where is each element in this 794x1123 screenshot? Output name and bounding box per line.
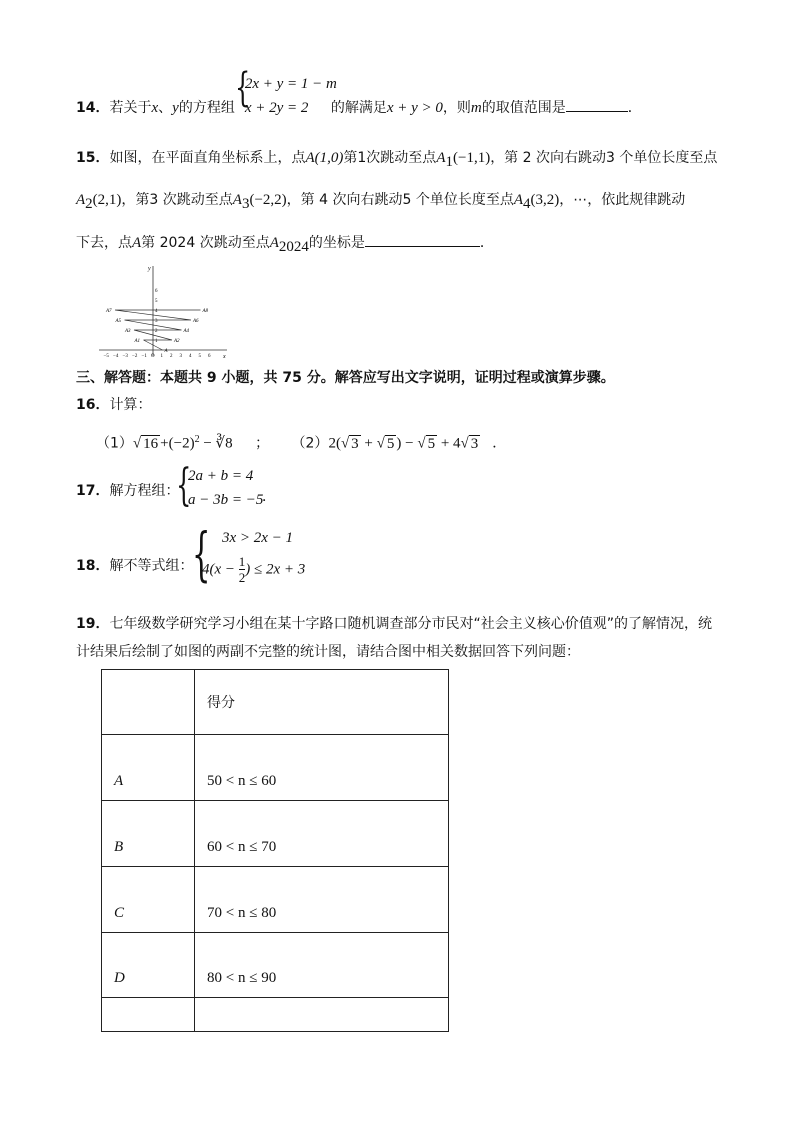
equation-1: 2x + y = 1 − m bbox=[244, 76, 337, 92]
table-row bbox=[102, 867, 449, 933]
denominator: 2 bbox=[238, 570, 246, 585]
x-tick-label: 2 bbox=[170, 354, 173, 359]
cell-text: C bbox=[114, 905, 125, 921]
point-A3: A bbox=[232, 192, 242, 208]
cell-text: B bbox=[114, 839, 124, 855]
cell-text bbox=[102, 1021, 194, 1031]
x-tick-label: 1 bbox=[160, 354, 163, 359]
question-15-line-1 bbox=[76, 148, 717, 172]
part-2-label: （2） bbox=[291, 435, 329, 452]
y-tick-label: 4 bbox=[155, 309, 158, 314]
x-tick-label: −5 bbox=[103, 354, 109, 359]
q18-system: { 3x > 2x − 1 4(x − $\frac{1}{2}$ ) ≤ 2x + 3 bbox=[192, 520, 306, 588]
y-tick-label: 3 bbox=[155, 319, 158, 324]
point-label: A bbox=[164, 349, 168, 354]
coord: (2,1) bbox=[92, 192, 122, 208]
point-label: A5 bbox=[115, 319, 122, 324]
text: ． bbox=[492, 435, 507, 452]
table-cell bbox=[102, 867, 195, 933]
equation-system: { 2x + y = 1 − m x + 2y = 2 bbox=[234, 65, 337, 116]
cell-text: 60 < n ≤ 70 bbox=[207, 839, 277, 855]
text: 七年级数学研究学习小组在某十字路口随机调查部分市民对“社会主义核心价值观”的了解情况，统 bbox=[109, 616, 712, 632]
coord: (3,2) bbox=[530, 192, 560, 208]
y-tick-label: 1 bbox=[155, 339, 158, 344]
text: ． bbox=[262, 489, 276, 505]
condition: x + y > 0 bbox=[386, 100, 443, 116]
text: 的解满足 bbox=[330, 100, 387, 116]
cell-text: D bbox=[114, 970, 125, 986]
point-label: A3 bbox=[125, 329, 131, 334]
coord: (−1,1) bbox=[452, 150, 491, 166]
table-header-row bbox=[102, 670, 449, 735]
question-number: 15． bbox=[76, 150, 110, 166]
text: ． bbox=[479, 235, 494, 251]
text: 、 bbox=[158, 100, 173, 116]
x-tick-label: 5 bbox=[198, 354, 201, 359]
var-y: y bbox=[172, 100, 179, 116]
subscript: 2 bbox=[85, 195, 93, 212]
question-14 bbox=[76, 65, 642, 130]
coord: (−2,2) bbox=[249, 192, 287, 208]
jump-graph bbox=[95, 262, 231, 362]
question-number: 18． bbox=[76, 558, 110, 574]
x-tick-label: O bbox=[151, 354, 155, 359]
cell-text: 70 < n ≤ 80 bbox=[207, 905, 277, 921]
x-tick-label: −3 bbox=[122, 354, 128, 359]
text: ． bbox=[627, 100, 642, 116]
table-cell bbox=[102, 933, 195, 998]
text: ，第3 次跳动至点 bbox=[121, 192, 233, 208]
section-3-heading: 三、解答题：本题共 9 小题，共 75 分。解答应写出文字说明，证明过程或演算步骤。 bbox=[76, 370, 615, 386]
x-tick-label: −1 bbox=[141, 354, 147, 359]
y-tick-label: 5 bbox=[155, 299, 158, 304]
subscript: 1 bbox=[445, 153, 453, 170]
point-label: A1 bbox=[134, 339, 141, 344]
table-row bbox=[102, 933, 449, 998]
text: 下去，点 bbox=[76, 235, 132, 251]
text: 计算： bbox=[109, 397, 152, 413]
cell-text: 50 < n ≤ 60 bbox=[207, 773, 277, 789]
question-15-line-3 bbox=[76, 232, 494, 257]
var-m: m bbox=[470, 100, 482, 116]
text: ，第 2 次向右跳动3 个单位长度至点 bbox=[490, 150, 718, 166]
expr: 4(x − bbox=[202, 561, 239, 578]
var-x: x bbox=[151, 100, 159, 116]
table-cell bbox=[195, 998, 449, 1032]
cell-text bbox=[195, 1021, 448, 1031]
text: 如图，在平面直角坐标系上，点 bbox=[109, 150, 306, 166]
table-row bbox=[102, 801, 449, 867]
subscript: 2024 bbox=[278, 238, 309, 255]
table-cell bbox=[102, 735, 195, 801]
question-18 bbox=[76, 556, 193, 576]
header-text bbox=[102, 724, 194, 734]
expr: 2( bbox=[328, 435, 341, 452]
q17-system: { 2a + b = 4 a − 3b = −5 ． bbox=[176, 460, 276, 511]
y-axis-label: y bbox=[148, 266, 151, 272]
text: 解不等式组： bbox=[109, 558, 194, 574]
answer-blank[interactable] bbox=[566, 97, 628, 112]
table-cell bbox=[102, 998, 195, 1032]
expr: ) − bbox=[396, 435, 418, 452]
inequality-1: 3x > 2x − 1 bbox=[222, 530, 294, 546]
table-cell bbox=[102, 801, 195, 867]
x-tick-label: 4 bbox=[189, 354, 192, 359]
y-tick-label: 6 bbox=[155, 289, 158, 294]
text: 的坐标是 bbox=[308, 235, 365, 251]
table-cell bbox=[195, 867, 449, 933]
point-label: A2 bbox=[174, 339, 180, 344]
point-A1: A bbox=[436, 150, 446, 166]
cell-text: A bbox=[114, 773, 124, 789]
question-16 bbox=[76, 395, 151, 415]
radicand: 5 bbox=[386, 435, 395, 452]
text: 的取值范围是 bbox=[481, 100, 566, 116]
point-A4: A bbox=[513, 192, 523, 208]
expr: +(−2) bbox=[160, 435, 195, 452]
text: 计结果后绘制了如图的两副不完整的统计图，请结合图中相关数据回答下列问题： bbox=[76, 644, 580, 660]
equation-1: 2a + b = 4 bbox=[188, 468, 254, 484]
text: 若关于 bbox=[109, 100, 152, 116]
text: ，⋯，依此规律跳动 bbox=[559, 192, 686, 208]
table-row bbox=[102, 735, 449, 801]
point-label: A8 bbox=[202, 309, 209, 314]
y-tick-label: 2 bbox=[155, 329, 158, 334]
subscript: 3 bbox=[241, 195, 250, 212]
expr: + bbox=[360, 435, 377, 452]
point-label: A7 bbox=[106, 309, 112, 314]
cell-text: 80 < n ≤ 90 bbox=[207, 970, 277, 986]
question-16-parts: （1）√ $16 +(-2)^2$ − ∛8 ； （2）2(√ 3 + √ 5 ) − √ 5 + 4√ 3 ． bbox=[96, 434, 507, 452]
header-text: 得分 bbox=[207, 695, 235, 711]
text: ； bbox=[255, 435, 270, 452]
text: 第 2024 次跳动至点 bbox=[141, 235, 270, 251]
expr: + 4 bbox=[437, 435, 461, 452]
question-15-line-2 bbox=[76, 190, 685, 214]
equation-2: x + 2y = 2 bbox=[244, 100, 309, 116]
x-tick-label: 3 bbox=[179, 354, 182, 359]
text: 的方程组 bbox=[178, 100, 235, 116]
x-axis-label: x bbox=[223, 354, 226, 360]
score-table bbox=[101, 669, 449, 1032]
part-1-label: （1） bbox=[96, 435, 133, 452]
point-label: A6 bbox=[193, 319, 199, 324]
table-row bbox=[102, 998, 449, 1032]
radicand: 3 bbox=[470, 435, 479, 452]
text: 第1次跳动至点 bbox=[343, 150, 437, 166]
expr: − ∛8 bbox=[199, 435, 233, 452]
equation-2: a − 3b = −5 bbox=[188, 492, 264, 508]
question-19-line-1 bbox=[76, 614, 712, 634]
question-number: 17． bbox=[76, 483, 110, 499]
text: ，第 4 次向右跳动5 个单位长度至点 bbox=[286, 192, 514, 208]
point-A2024: A bbox=[269, 235, 279, 251]
table-cell bbox=[195, 735, 449, 801]
x-tick-label: 6 bbox=[208, 354, 211, 359]
radicand: 3 bbox=[351, 435, 359, 452]
x-tick-label: −2 bbox=[132, 354, 138, 359]
question-number: 14． bbox=[76, 100, 110, 116]
question-number: 19． bbox=[76, 616, 110, 632]
table-header-cell bbox=[102, 670, 195, 735]
text: 解方程组： bbox=[109, 483, 180, 499]
point-label: A4 bbox=[183, 329, 190, 334]
numerator: 1 bbox=[238, 554, 246, 569]
point-A2: A bbox=[76, 192, 86, 208]
inequality-2 bbox=[202, 554, 305, 585]
table-header-cell bbox=[195, 670, 449, 735]
table-cell bbox=[195, 933, 449, 998]
radicand: 5 bbox=[427, 435, 436, 452]
x-tick-label: −4 bbox=[113, 354, 119, 359]
point-A: A(1,0) bbox=[305, 150, 344, 166]
exponent: 2 bbox=[194, 434, 200, 445]
subscript: 4 bbox=[523, 195, 531, 212]
question-number: 16． bbox=[76, 397, 110, 413]
point-A: A bbox=[132, 235, 142, 251]
question-17 bbox=[76, 481, 179, 501]
question-19-line-2 bbox=[76, 642, 580, 662]
radicand: 16 bbox=[143, 435, 159, 452]
table-cell bbox=[195, 801, 449, 867]
text: ，则 bbox=[442, 100, 471, 116]
answer-blank[interactable] bbox=[365, 232, 480, 247]
expr: ) ≤ 2x + 3 bbox=[245, 561, 306, 578]
